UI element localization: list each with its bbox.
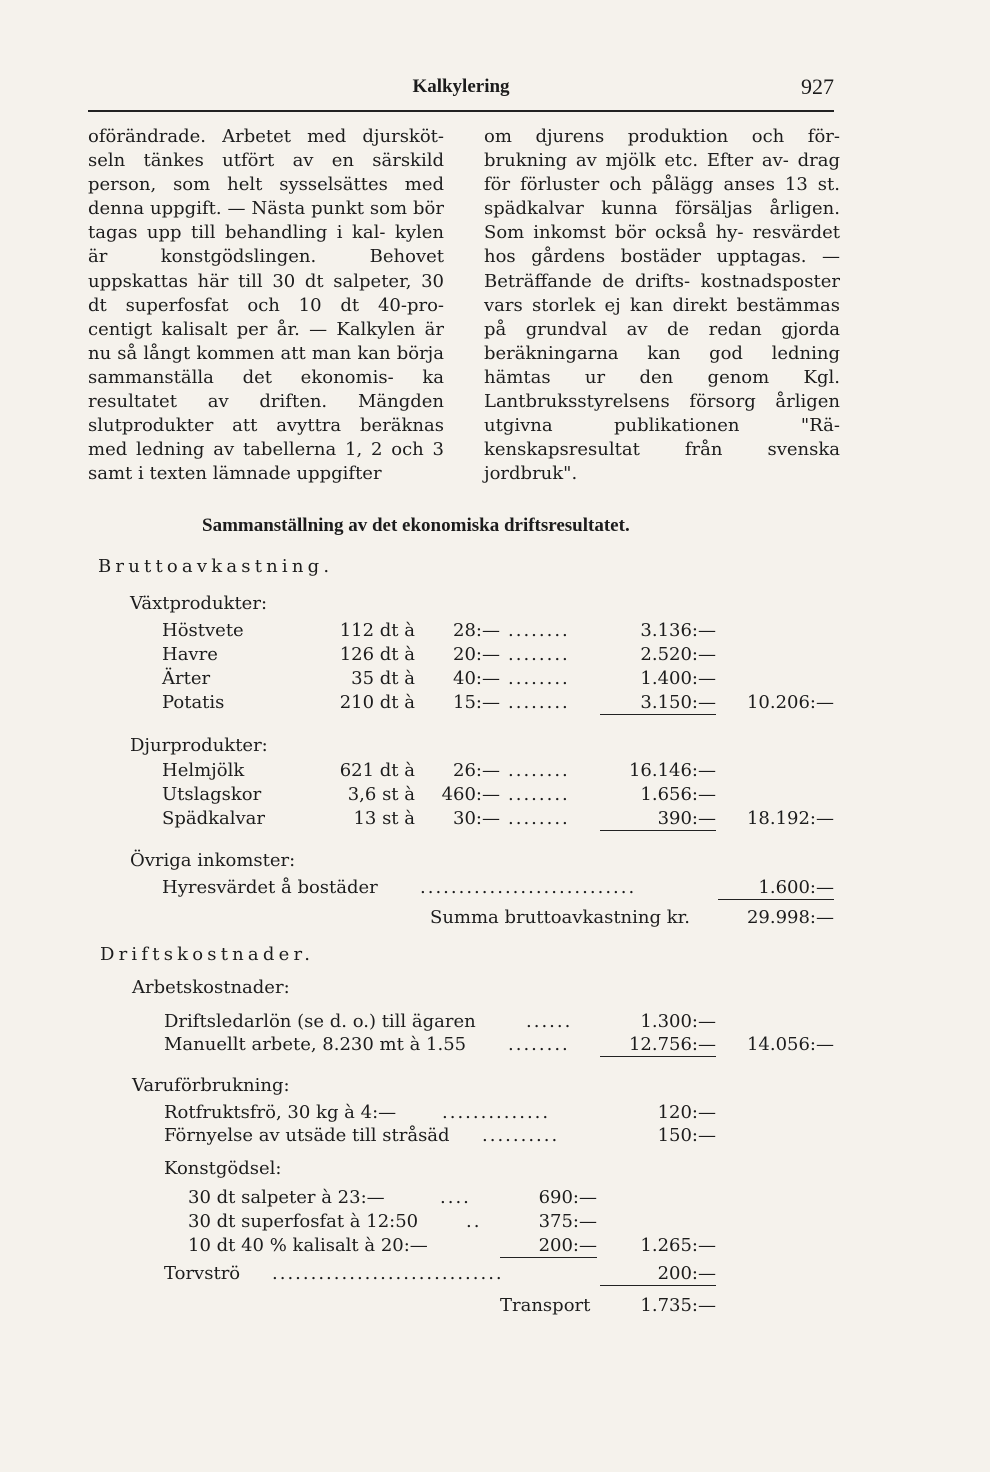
row-amount: 390:— (600, 808, 716, 831)
subtotal-arbetskostnader: 14.056:— (746, 1034, 834, 1055)
row-amount: 1.656:— (640, 784, 716, 805)
table-heading: Sammanställning av det ekonomiska driftsresultatet. (202, 515, 630, 536)
dot-leader: .............................. (272, 1263, 504, 1284)
row-quantity: 112 dt à (339, 620, 415, 641)
subtotal-konstgodsel: 1.265:— (640, 1235, 716, 1256)
row-amount: 690:— (538, 1187, 597, 1208)
row-amount: 3.150:— (600, 692, 716, 715)
subtotal-vaxtprodukter: 10.206:— (746, 692, 834, 713)
dot-leader: ........ (508, 1034, 570, 1055)
dot-leader: .............. (442, 1102, 551, 1123)
right-column-text: om djurens produktion och för- brukning av mjölk etc. Efter av- drag för förluster och pålägg anses 13 st. spädkalvar kunna försäljas årligen. Som inkomst bör också hy- resvärdet hos gårdens bostäder upptagas. — Beträffande de drifts- kostnadsposter vars storlek ej kan direkt bestämmas på grundval av de redan gjorda beräkningarna kan god ledning hämtas ur den genom Kgl. Lantbruksstyrelsens försorg årligen utgivna publikationen "Rä- kenskapsresultat från svenska jordbruk". (484, 126, 840, 485)
table-row: Höstvete (162, 620, 244, 641)
row-quantity: 126 dt à (339, 644, 415, 665)
row-amount: 375:— (538, 1211, 597, 1232)
row-amount: 200:— (500, 1235, 597, 1258)
row-price: 26:— (453, 760, 500, 781)
dot-leader: .......... (482, 1125, 560, 1146)
varuforbrukning-label: Varuförbrukning: (132, 1075, 290, 1096)
dot-leader: .... (440, 1187, 471, 1208)
hyresvardet-label: Hyresvärdet å bostäder (162, 877, 378, 898)
transport-value: 1.735:— (640, 1295, 716, 1316)
row-quantity: 3,6 st à (347, 784, 415, 805)
dot-leader: .. (466, 1211, 482, 1232)
row-quantity: 210 dt à (339, 692, 415, 713)
dot-leader: ...... (526, 1011, 573, 1032)
row-quantity: 13 st à (353, 808, 415, 829)
running-title: Kalkylering (412, 76, 510, 97)
transport-label: Transport (500, 1295, 591, 1316)
row-price: 15:— (453, 692, 500, 713)
table-row: Helmjölk (162, 760, 245, 781)
ovriga-inkomster-label: Övriga inkomster: (130, 850, 296, 871)
body-column-right (484, 125, 840, 486)
row-amount: 150:— (657, 1125, 716, 1146)
row-amount: 3.136:— (640, 620, 716, 641)
dot-leader: ............................ (420, 877, 637, 898)
row-quantity: 621 dt à (339, 760, 415, 781)
dot-leader: ........ (508, 808, 570, 829)
dot-leader: ........ (508, 620, 570, 641)
page-number: 927 (801, 74, 834, 99)
table-row: Potatis (162, 692, 225, 713)
torvstro-label: Torvströ (164, 1263, 241, 1284)
dot-leader: ........ (508, 644, 570, 665)
table-row: Utslagskor (162, 784, 262, 805)
row-amount: 16.146:— (628, 760, 716, 781)
row-price: 40:— (453, 668, 500, 689)
row-price: 460:— (441, 784, 500, 805)
table-row: 10 dt 40 % kalisalt à 20:— (188, 1235, 428, 1256)
konstgodsel-label: Konstgödsel: (164, 1158, 282, 1179)
row-quantity: 35 dt à (351, 668, 415, 689)
body-column-left (88, 125, 444, 486)
dot-leader: ........ (508, 760, 570, 781)
bruttoavkastning-title: Bruttoavkastning. (98, 556, 334, 577)
table-row: Manuellt arbete, 8.230 mt à 1.55 (164, 1034, 467, 1055)
table-row: Förnyelse av utsäde till stråsäd (164, 1125, 450, 1146)
row-amount: 12.756:— (600, 1034, 716, 1057)
row-amount: 200:— (600, 1263, 716, 1286)
driftskostnader-title: Driftskostnader. (100, 944, 315, 965)
row-price: 30:— (453, 808, 500, 829)
arbetskostnader-label: Arbetskostnader: (132, 977, 290, 998)
table-row: Rotfruktsfrö, 30 kg à 4:— (164, 1102, 397, 1123)
left-column-text: oförändrade. Arbetet med djursköt- seln tänkes utfört av en särskild person, som helt sysselsättes med denna uppgift. — Nästa punkt som bör tagas upp till behandling i kal- kylen är konstgödslingen. Behovet uppskattas här till 30 dt salpeter, 30 dt superfosfat och 10 dt 40-pro- centigt kalisalt per år. — Kalkylen är nu så långt kommen att man kan börja sammanställa det ekonomis- ka resultatet av driften. Mängden slutprodukter att avyttra beräknas med ledning av tabellerna 1, 2 och 3 samt i texten lämnade uppgifter (88, 126, 444, 485)
summa-value: 29.998:— (746, 907, 834, 928)
dot-leader: ........ (508, 692, 570, 713)
subtotal-djurprodukter: 18.192:— (746, 808, 834, 829)
vaxtprodukter-label: Växtprodukter: (130, 593, 268, 614)
row-price: 20:— (453, 644, 500, 665)
row-amount: 1.400:— (640, 668, 716, 689)
djurprodukter-label: Djurprodukter: (130, 735, 268, 756)
subtotal-ovriga: 1.600:— (718, 877, 834, 900)
page-header (88, 74, 834, 102)
table-row: Driftsledarlön (se d. o.) till ägaren (164, 1011, 476, 1032)
table-row: 30 dt salpeter à 23:— (188, 1187, 385, 1208)
summa-label: Summa bruttoavkastning kr. (430, 907, 690, 928)
table-row: Ärter (162, 668, 211, 689)
table-row: Spädkalvar (162, 808, 266, 829)
row-amount: 1.300:— (640, 1011, 716, 1032)
dot-leader: ........ (508, 668, 570, 689)
header-rule (88, 110, 834, 112)
row-amount: 2.520:— (640, 644, 716, 665)
table-row: 30 dt superfosfat à 12:50 (188, 1211, 419, 1232)
row-price: 28:— (453, 620, 500, 641)
table-row: Havre (162, 644, 218, 665)
dot-leader: ........ (508, 784, 570, 805)
row-amount: 120:— (657, 1102, 716, 1123)
